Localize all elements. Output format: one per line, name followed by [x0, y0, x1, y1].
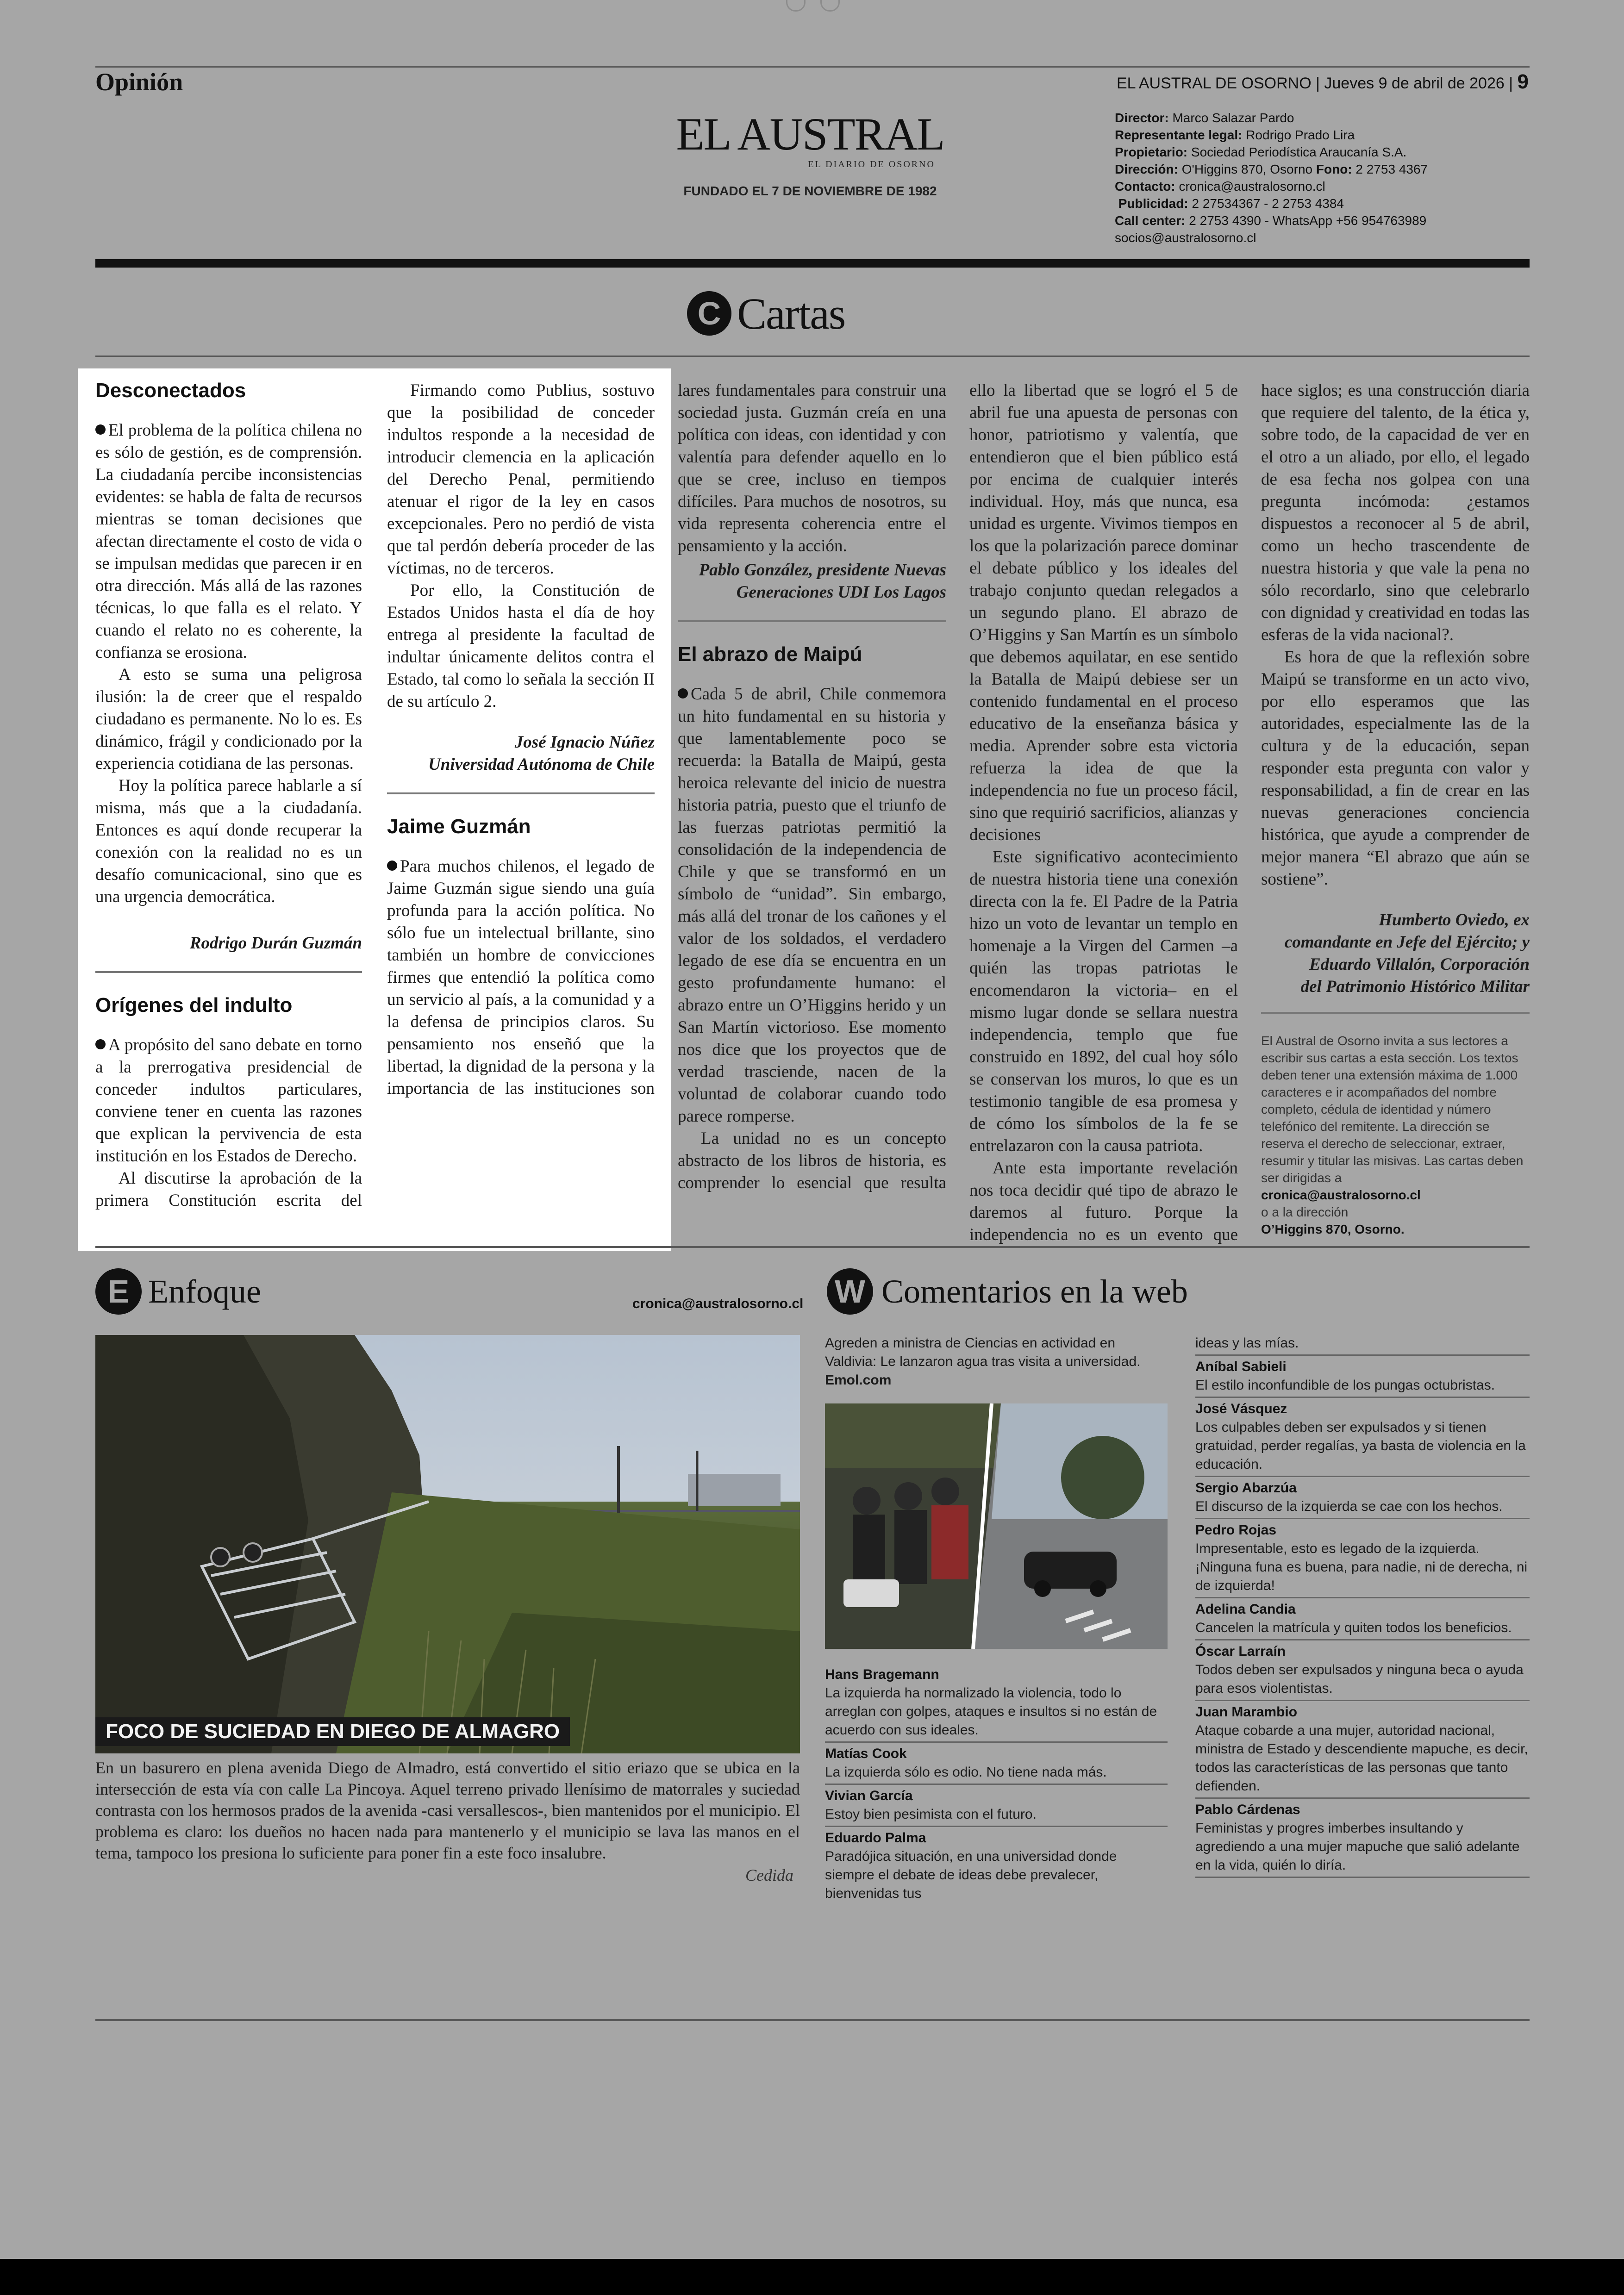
comment-item	[825, 1787, 1168, 1827]
letters-column-3	[678, 380, 946, 1194]
comment-text: La izquierda ha normalizado la violencia, todo lo arreglan con golpes, ataques e insultos si no están de acuerdo con sus ideales.	[825, 1685, 1157, 1738]
staff-line: Propietario: Sociedad Periodística Araucanía S.A.	[1115, 145, 1407, 159]
letter-title: El abrazo de Maipú	[678, 643, 862, 666]
note-or: o a la dirección	[1261, 1205, 1349, 1219]
photo-credit: Cedida	[745, 1866, 793, 1884]
comment-author: Óscar Larraín	[1195, 1644, 1286, 1659]
staff-line: Call center: 2 2753 4390 - WhatsApp +56 954763989	[1115, 213, 1427, 228]
comment-text: El estilo inconfundible de los pungas octubristas.	[1195, 1378, 1495, 1393]
letter-signature: Humberto Oviedo, ex comandante en Jefe del Ejército; y Eduardo Villalón, Corporación del Patrimonio Histórico Militar	[1284, 911, 1530, 996]
comment-item	[1195, 1521, 1530, 1598]
comment-item	[1195, 1642, 1530, 1701]
header-top-rule	[95, 66, 1530, 68]
letter-paragraph: Firmando como Publius, sostuvo que la posibilidad de conceder indultos responde a la necesidad de introducir clemencia en la aplicación del Derecho Penal, permitiendo atenuar el rigor de la ley en casos excepcionales. Pero no perdió de vista que tal perdón debería proceder de las víctimas, no de terceros.	[387, 381, 655, 578]
cartas-rule	[95, 355, 1530, 357]
letter-divider	[387, 792, 655, 794]
letter-paragraph: El problema de la política chilena no es sólo de gestión, es de comprensión. La ciudadanía percibe inconsistencias evidentes: se habla de falta de recursos mientras se toman decisiones que afectan directamente el costo de vida o se impulsan medidas que parecen ir en otra dirección. Más allá de las razones técnicas, lo que falla es el relato. Y cuando el relato no es coherente, la confianza se erosiona.	[95, 421, 362, 662]
comment-text: Cancelen la matrícula y quiten todos los beneficios.	[1195, 1620, 1512, 1635]
comment-author: Vivian García	[825, 1788, 913, 1803]
comment-item	[1195, 1801, 1530, 1878]
letter-signature: Pablo González, presidente Nuevas Generaciones UDI Los Lagos	[699, 561, 946, 602]
viewer-bottom-bar	[0, 2259, 1624, 2295]
letter-paragraph: A esto se suma una peligrosa ilusión: la de creer que el respaldo ciudadano es permanente. No lo es. Es dinámico, frágil y condicionado por la experiencia cotidiana de las personas.	[95, 665, 362, 773]
staff-line: Publicidad: 2 27534367 - 2 2753 4384	[1118, 196, 1344, 211]
comment-item	[825, 1665, 1168, 1743]
comment-author: José Vásquez	[1195, 1401, 1287, 1416]
dateline-separator: |	[1509, 75, 1518, 92]
bullet-icon	[95, 1039, 106, 1049]
comment-author: Pedro Rojas	[1195, 1522, 1277, 1538]
staff-line: socios@australosorno.cl	[1115, 231, 1256, 245]
letter-title: Jaime Guzmán	[387, 815, 531, 838]
staff-line: Director: Marco Salazar Pardo	[1115, 111, 1294, 125]
letter-title: Desconectados	[95, 379, 246, 402]
comment-item	[1195, 1358, 1530, 1398]
letter-paragraph: Hoy la política parece hablarle a sí misma, más que a la ciudadanía. Entonces es aquí donde recuperar la conexión con la realidad no es un desafío comunicacional, sino que es una urgencia democrática.	[95, 776, 362, 906]
enfoque-text: En un basurero en plena avenida Diego de Almadro, está convertido el sitio eriazo que se ubica en la intersección de esta vía con calle La Pincoya. Aquel terreno privado llenísimo de matorrales y suciedad contrasta con los hermosos prados de la avenida -casi versallescos-, bien mantenidos por el municipio. El problema es claro: los dueños no hacen nada para mantenerlo y el municipio se lava las manos en el tema, tampoco los presiona lo suficiente para poner fin a este foco insalubre.	[95, 1759, 800, 1862]
letter-divider	[95, 971, 362, 973]
letter-paragraph: La unidad no es un concepto abstracto de los libros de historia, es comprender lo esencial que resulta	[678, 1129, 946, 1192]
letters-submission-note: El Austral de Osorno invita a sus lectores a escribir sus cartas a esta sección. Los textos deben tener una extensión máxima de 1.000 caracteres e ir acompañados del nombre completo, cédula de identidad y número telefónico del remitente. La dirección se reserva el derecho de seleccionar, extraer, resumir y titular las misivas. Las cartas deben ser dirigidas a cronica@australosorno.cl o a la dirección O’Higgins 870, Osorno.	[1261, 1032, 1530, 1238]
comment-text: Ataque cobarde a una mujer, autoridad nacional, ministra de Estado y descendiente mapuche, es decir, todos las características de las personas que tanto defienden.	[1195, 1723, 1528, 1794]
comment-author: Sergio Abarzúa	[1195, 1480, 1297, 1496]
comment-author: Matías Cook	[825, 1746, 907, 1761]
comment-item	[1195, 1479, 1530, 1519]
cartas-section-header	[687, 288, 845, 339]
comment-text: Impresentable, esto es legado de la izquierda. ¡Ninguna funa es buena, para nadie, ni de derecha, ni de izquierda!	[1195, 1541, 1528, 1593]
comment-text: Paradójica situación, en una universidad donde siempre el debate de ideas debe prevalecer, bienvenidas tus	[825, 1849, 1117, 1901]
comment-text: El discurso de la izquierda se cae con los hechos.	[1195, 1499, 1503, 1514]
bullet-icon	[678, 688, 688, 698]
letter-paragraph: Ante esta importante revelación nos toca decidir qué tipo de abrazo le daremos al futuro. Porque la independencia no es un evento que	[969, 1159, 1238, 1244]
masthead-founded: FUNDADO EL 7 DE NOVIEMBRE DE 1982	[683, 184, 937, 198]
comment-author: Eduardo Palma	[825, 1830, 926, 1846]
letters-column-2	[387, 380, 655, 1100]
letter-signature: Rodrigo Durán Guzmán	[189, 934, 362, 953]
letter-paragraph: Al discutirse la aprobación de la primera Constitución escrita del	[95, 1169, 362, 1210]
letter-paragraph: Por ello, la Constitución de Estados Unidos hasta el día de hoy entrega al presidente la facultad de indultar únicamente delitos contra el Estado, tal como lo señala la sección II de su artículo 2.	[387, 581, 655, 711]
scroll-indicator-right	[820, 0, 840, 12]
trash-lot-photo-illustration	[95, 1335, 800, 1753]
staff-line: Dirección: O'Higgins 870, Osorno Fono: 2 2753 4367	[1115, 162, 1428, 176]
bullet-icon	[95, 424, 106, 435]
dateline-separator: |	[1316, 75, 1324, 92]
enfoque-section-header	[95, 1268, 261, 1315]
enfoque-photo	[95, 1335, 800, 1753]
comment-continuation: ideas y las mías.	[1195, 1334, 1530, 1356]
letter-title: Orígenes del indulto	[95, 994, 293, 1017]
comment-text: Todos deben ser expulsados y ninguna beca o ayuda para esos violentistas.	[1195, 1662, 1524, 1696]
enfoque-title: Enfoque	[148, 1272, 261, 1310]
header-thick-rule	[95, 259, 1530, 268]
comment-item	[825, 1745, 1168, 1785]
comment-item	[1195, 1600, 1530, 1640]
letter-signature: José Ignacio Núñez Universidad Autónoma de Chile	[428, 733, 655, 774]
letter-divider	[1261, 1012, 1530, 1014]
note-email[interactable]: cronica@australosorno.cl	[1261, 1188, 1421, 1202]
comment-author: Aníbal Sabieli	[1195, 1359, 1287, 1374]
bottom-section-rule	[95, 1246, 1530, 1248]
section-label: Opinión	[95, 68, 183, 96]
comment-text: Los culpables deben ser expulsados y si tienen gratuidad, perder regalías, ya basta de violencia en la educación.	[1195, 1420, 1526, 1472]
cartas-title: Cartas	[737, 288, 845, 338]
comment-text: Estoy bien pesimista con el futuro.	[825, 1807, 1037, 1822]
newspaper-name: EL AUSTRAL DE OSORNO	[1116, 75, 1312, 92]
headline-text: Agreden a ministra de Ciencias en actividad en Valdivia: Le lanzaron agua tras visita a universidad.	[825, 1335, 1141, 1369]
masthead	[657, 108, 963, 199]
web-comments-left	[825, 1665, 1168, 1907]
letter-paragraph: Este significativo acontecimiento de nuestra historia tiene una conexión directa con la fe. El Padre de la Patria hizo un voto de levantar un templo en homenaje a la Virgen del Carmen –a quién las tropas patriotas le encomendaron la victoria– en el mismo lugar donde se sellara nuestra independencia, templo que fue construido en 1892, del cual hoy sólo se conservan los muros, lo que es un testimonio tangible de esa promesa y de cómo los símbolos de la fe se entrelazaron con la causa patriota.	[969, 848, 1238, 1155]
comment-text: Feministas y progres imberbes insultando y agrediendo a una mujer mapuche que salió adelante en la vida, quién lo diría.	[1195, 1821, 1520, 1873]
letter-paragraph: Es hora de que la reflexión sobre Maipú se transforme en un acto vivo, por ello esperamos que las autoridades, especialmente las de la cultura y de la educación, sepan responder esta pregunta con valor y responsabilidad, a fin de crear en las nuevas generaciones conciencia histórica, que ayude a comprender de mejor manera “El abrazo que aún se sostiene”.	[1261, 648, 1530, 889]
enfoque-logo-icon: E	[95, 1268, 142, 1315]
bullet-icon	[387, 861, 397, 871]
staff-line: Contacto: cronica@australosorno.cl	[1115, 179, 1325, 193]
page-dateline	[1117, 70, 1529, 94]
staff-box	[1115, 109, 1531, 246]
comment-author: Juan Marambio	[1195, 1704, 1298, 1720]
comment-item	[1195, 1400, 1530, 1477]
comment-author: Pablo Cárdenas	[1195, 1802, 1300, 1817]
scroll-indicator-left	[786, 0, 806, 12]
comment-item	[825, 1829, 1168, 1905]
letter-paragraph: Cada 5 de abril, Chile conmemora un hito fundamental en su historia y que lamentablemente poco se recuerda: la Batalla de Maipú, gesta heroica relevante del inicio de nuestra historia patria, puesto que el triunfo de las fuerzas patriotas permitió la consolidación de la independencia de Chile y que se transformó en un símbolo de “unidad”. Sin embargo, más allá del tronar de los cañones y el valor de los soldados, el verdadero legado de ese día se encuentra en un gesto profundamente humano: el abrazo entre un O’Higgins herido y un San Martín victorioso. Ese momento nos dice que los proyectos que de verdad trasciende, nacen de la voluntad de colaborar cuando todo parece romperse.	[678, 685, 946, 1126]
web-headline	[825, 1334, 1168, 1390]
letter-paragraph: A propósito del sano debate en torno a la prerrogativa presidencial de conceder indultos particulares, conviene tener en cuenta las razones que explican la pervivencia de esta institución en los Estados de Derecho.	[95, 1035, 362, 1166]
aggression-photo-illustration	[825, 1403, 1168, 1649]
date: Jueves 9 de abril de 2026	[1324, 75, 1505, 92]
web-title: Comentarios en la web	[881, 1272, 1188, 1310]
masthead-title: EL AUSTRAL	[676, 108, 944, 160]
enfoque-email[interactable]: cronica@australosorno.cl	[632, 1296, 804, 1311]
letter-divider	[678, 620, 946, 622]
comment-author: Adelina Candia	[1195, 1602, 1296, 1617]
letter-paragraph: hace siglos; es una construcción diaria que requiere del talento, de la ética y, sobre todo, de la capacidad de ver en el otro a un aliado, por ello, el legado de esa fecha nos golpea con una pregunta incómoda: ¿estamos dispuestos a reconocer al 5 de abril, como un hecho trascendente de nuestra historia y que vale la pena no sólo recordarlo, sino que celebrarlo con dignidad y creatividad en todas las esferas de la vida nacional?.	[1261, 381, 1530, 644]
letter-paragraph: lares fundamentales para construir una sociedad justa. Guzmán creía en una política con ideas, con identidad y con valentía para defender aquello en lo que se cree, incluso en tiempos difíciles. Para muchos de nosotros, su vida representa coherencia entre el pensamiento y la acción.	[678, 381, 946, 555]
web-article-photo	[825, 1403, 1168, 1649]
web-comments-header	[827, 1268, 1188, 1315]
comment-author: Hans Bragemann	[825, 1667, 939, 1682]
web-comments-right	[1195, 1334, 1530, 1880]
page-number: 9	[1517, 70, 1529, 93]
comment-text: La izquierda sólo es odio. No tiene nada más.	[825, 1765, 1107, 1780]
staff-line: Representante legal: Rodrigo Prado Lira	[1115, 128, 1355, 142]
photo-caption: FOCO DE SUCIEDAD EN DIEGO DE ALMAGRO	[95, 1717, 570, 1746]
letters-column-5	[1261, 380, 1530, 1238]
letters-column-4	[969, 380, 1238, 1246]
cartas-logo-icon: C	[687, 291, 731, 336]
web-logo-icon: W	[827, 1268, 873, 1315]
letter-paragraph: ello la libertad que se logró el 5 de abril fue una apuesta de personas con honor, patriotismo y valentía, que entendieron que el bien público está por encima de cualquier interés individual. Hoy, más que nunca, esa unidad es urgente. Vivimos tiempos en los que la polarización parece dominar el debate público y los ideales del trabajo conjunto quedan relegados a un segundo plano. El abrazo de O’Higgins y San Martín es un símbolo que debemos aquilatar, en ese sentido la Batalla de Maipú debiese ser un contenido fundamental en el proceso educativo de la enseñanza básica y media. Aprender sobre esta victoria refuerza la idea de que la independencia no fue un proceso fácil, sino que requirió sacrificios, alianzas y decisiones	[969, 381, 1238, 844]
letters-column-1	[95, 380, 362, 1212]
footer-rule	[95, 2019, 1530, 2021]
note-address: O’Higgins 870, Osorno.	[1261, 1222, 1405, 1236]
comment-item	[1195, 1703, 1530, 1799]
masthead-subtitle: EL DIARIO DE OSORNO	[808, 159, 935, 169]
headline-source[interactable]: Emol.com	[825, 1372, 892, 1388]
letter-paragraph: Para muchos chilenos, el legado de Jaime Guzmán sigue siendo una guía profunda para la acción política. No sólo fue un intelectual brillante, sino también un hombre de convicciones firmes que entendió la política como un servicio al país, a la comunidad y a la defensa de principios claros. Su pensamiento nos enseñó que la libertad, la dignidad de la persona y la importancia de las instituciones son	[387, 857, 655, 1098]
